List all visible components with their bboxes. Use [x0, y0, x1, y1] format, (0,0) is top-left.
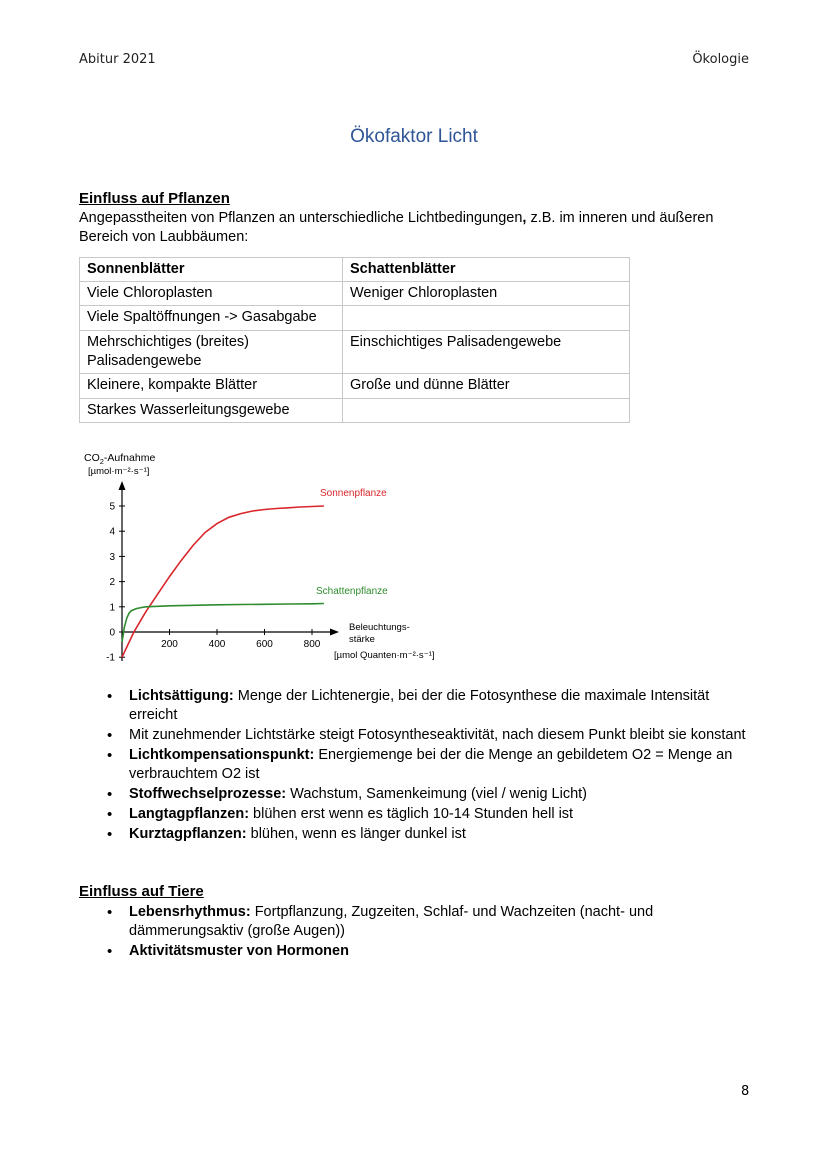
bullet-term: Aktivitätsmuster von Hormonen	[129, 943, 349, 959]
table-cell: Einschichtiges Palisadengewebe	[343, 331, 630, 374]
bullet-term: Lebensrhythmus:	[129, 904, 251, 920]
table-cell: Weniger Chloroplasten	[343, 282, 630, 306]
bullet-term: Stoffwechselprozesse:	[129, 786, 287, 802]
list-item	[129, 825, 749, 844]
leaf-comparison-table	[79, 257, 630, 423]
x-tick-label: 200	[161, 639, 178, 650]
table-header-cell: Sonnenblätter	[80, 258, 343, 282]
plant-bullet-list	[79, 687, 749, 845]
header-left: Abitur 2021	[79, 52, 156, 67]
y-tick-label: 1	[109, 602, 115, 614]
table-cell: Mehrschichtiges (breites) Palisadengewebe	[80, 331, 343, 374]
x-tick-label: 600	[256, 639, 273, 650]
bullet-text: Energiemenge bei der die Menge an gebildetem O2 = Menge an verbrauchtem O2 ist	[129, 747, 733, 782]
y-axis-arrow	[119, 481, 126, 490]
list-item	[129, 726, 749, 745]
y-tick-label: 0	[109, 627, 115, 639]
table-row	[80, 282, 630, 306]
y-tick-label: 4	[109, 526, 115, 538]
table-cell	[343, 306, 630, 331]
list-item	[129, 903, 749, 941]
chart-xunit: [µmol Quanten·m⁻²·s⁻¹]	[334, 650, 435, 661]
x-axis-arrow	[330, 629, 339, 636]
bullet-text: Menge der Lichtenergie, bei der die Fotosynthese die maximale Intensität erreicht	[129, 688, 710, 723]
bullet-text: Wachstum, Samenkeimung (viel / wenig Licht)	[286, 786, 587, 802]
y-tick-label: 2	[109, 577, 115, 589]
bullet-text: blühen erst wenn es täglich 10-14 Stunden hell ist	[249, 806, 574, 822]
table-cell: Kleinere, kompakte Blätter	[80, 374, 343, 399]
intro-text	[79, 209, 759, 247]
chart-ylabel-sub: 2	[99, 457, 104, 466]
section-heading-animals: Einfluss auf Tiere	[79, 883, 204, 900]
chart-xlabel-line1: Beleuchtungs-	[349, 622, 410, 633]
intro-text-mark: ,	[522, 210, 527, 226]
bullet-text: Mit zunehmender Lichtstärke steigt Fotosyntheseaktivität, nach diesem Punkt bleibt sie konstant	[129, 727, 746, 743]
co2-uptake-chart	[70, 445, 460, 675]
x-tick-label: 800	[303, 639, 321, 650]
page-title: Ökofaktor Licht	[350, 126, 478, 147]
bullet-term: Lichtkompensationspunkt:	[129, 747, 315, 763]
table-cell	[343, 399, 630, 423]
table-cell: Viele Chloroplasten	[80, 282, 343, 306]
chart-ylabel	[84, 452, 155, 466]
intro-text-a: Angepasstheiten von Pflanzen an unterschiedliche Lichtbedingungen	[79, 210, 523, 226]
legend-label-schattenpflanze: Schattenpflanze	[316, 586, 388, 597]
bullet-term: Langtagpflanzen:	[129, 806, 250, 822]
series-line-schattenpflanze	[122, 604, 324, 643]
chart-ylabel-main: CO	[84, 452, 100, 464]
table-cell: Große und dünne Blätter	[343, 374, 630, 399]
table-row	[80, 374, 630, 399]
table-cell: Viele Spaltöffnungen -> Gasabgabe	[80, 306, 343, 331]
page-number: 8	[741, 1084, 750, 1099]
table-row	[80, 306, 630, 331]
bullet-text: Fortpflanzung, Zugzeiten, Schlaf- und Wachzeiten (nacht- und dämmerungsaktiv (große Augen))	[129, 904, 654, 939]
list-item	[129, 687, 749, 725]
x-tick-label: 400	[208, 639, 226, 650]
list-item	[129, 942, 749, 961]
header-right: Ökologie	[692, 52, 749, 67]
chart-yunit: [µmol·m⁻²·s⁻¹]	[88, 466, 150, 477]
list-item	[129, 785, 749, 804]
series-line-sonnenpflanze	[122, 506, 324, 657]
table-row	[80, 331, 630, 374]
chart-xlabel-line2: stärke	[349, 634, 375, 645]
y-tick-label: 5	[109, 501, 115, 513]
intro-text-b: z.B. im inneren und äußeren Bereich von Laubbäumen:	[79, 210, 714, 245]
list-item	[129, 746, 749, 784]
y-tick-label: 3	[109, 551, 115, 563]
animal-bullet-list	[79, 903, 749, 962]
list-item	[129, 805, 749, 824]
section-heading-plants: Einfluss auf Pflanzen	[79, 190, 230, 207]
table-header-row	[80, 258, 630, 282]
table-row	[80, 399, 630, 423]
y-tick-label: -1	[106, 652, 115, 664]
bullet-term: Kurztagpflanzen:	[129, 826, 247, 842]
table-cell: Starkes Wasserleitungsgewebe	[80, 399, 343, 423]
bullet-term: Lichtsättigung:	[129, 688, 234, 704]
table-header-cell: Schattenblätter	[343, 258, 630, 282]
legend-label-sonnenpflanze: Sonnenpflanze	[320, 488, 387, 499]
chart-ylabel-rest: -Aufnahme	[103, 452, 156, 464]
bullet-text: blühen, wenn es länger dunkel ist	[246, 826, 466, 842]
